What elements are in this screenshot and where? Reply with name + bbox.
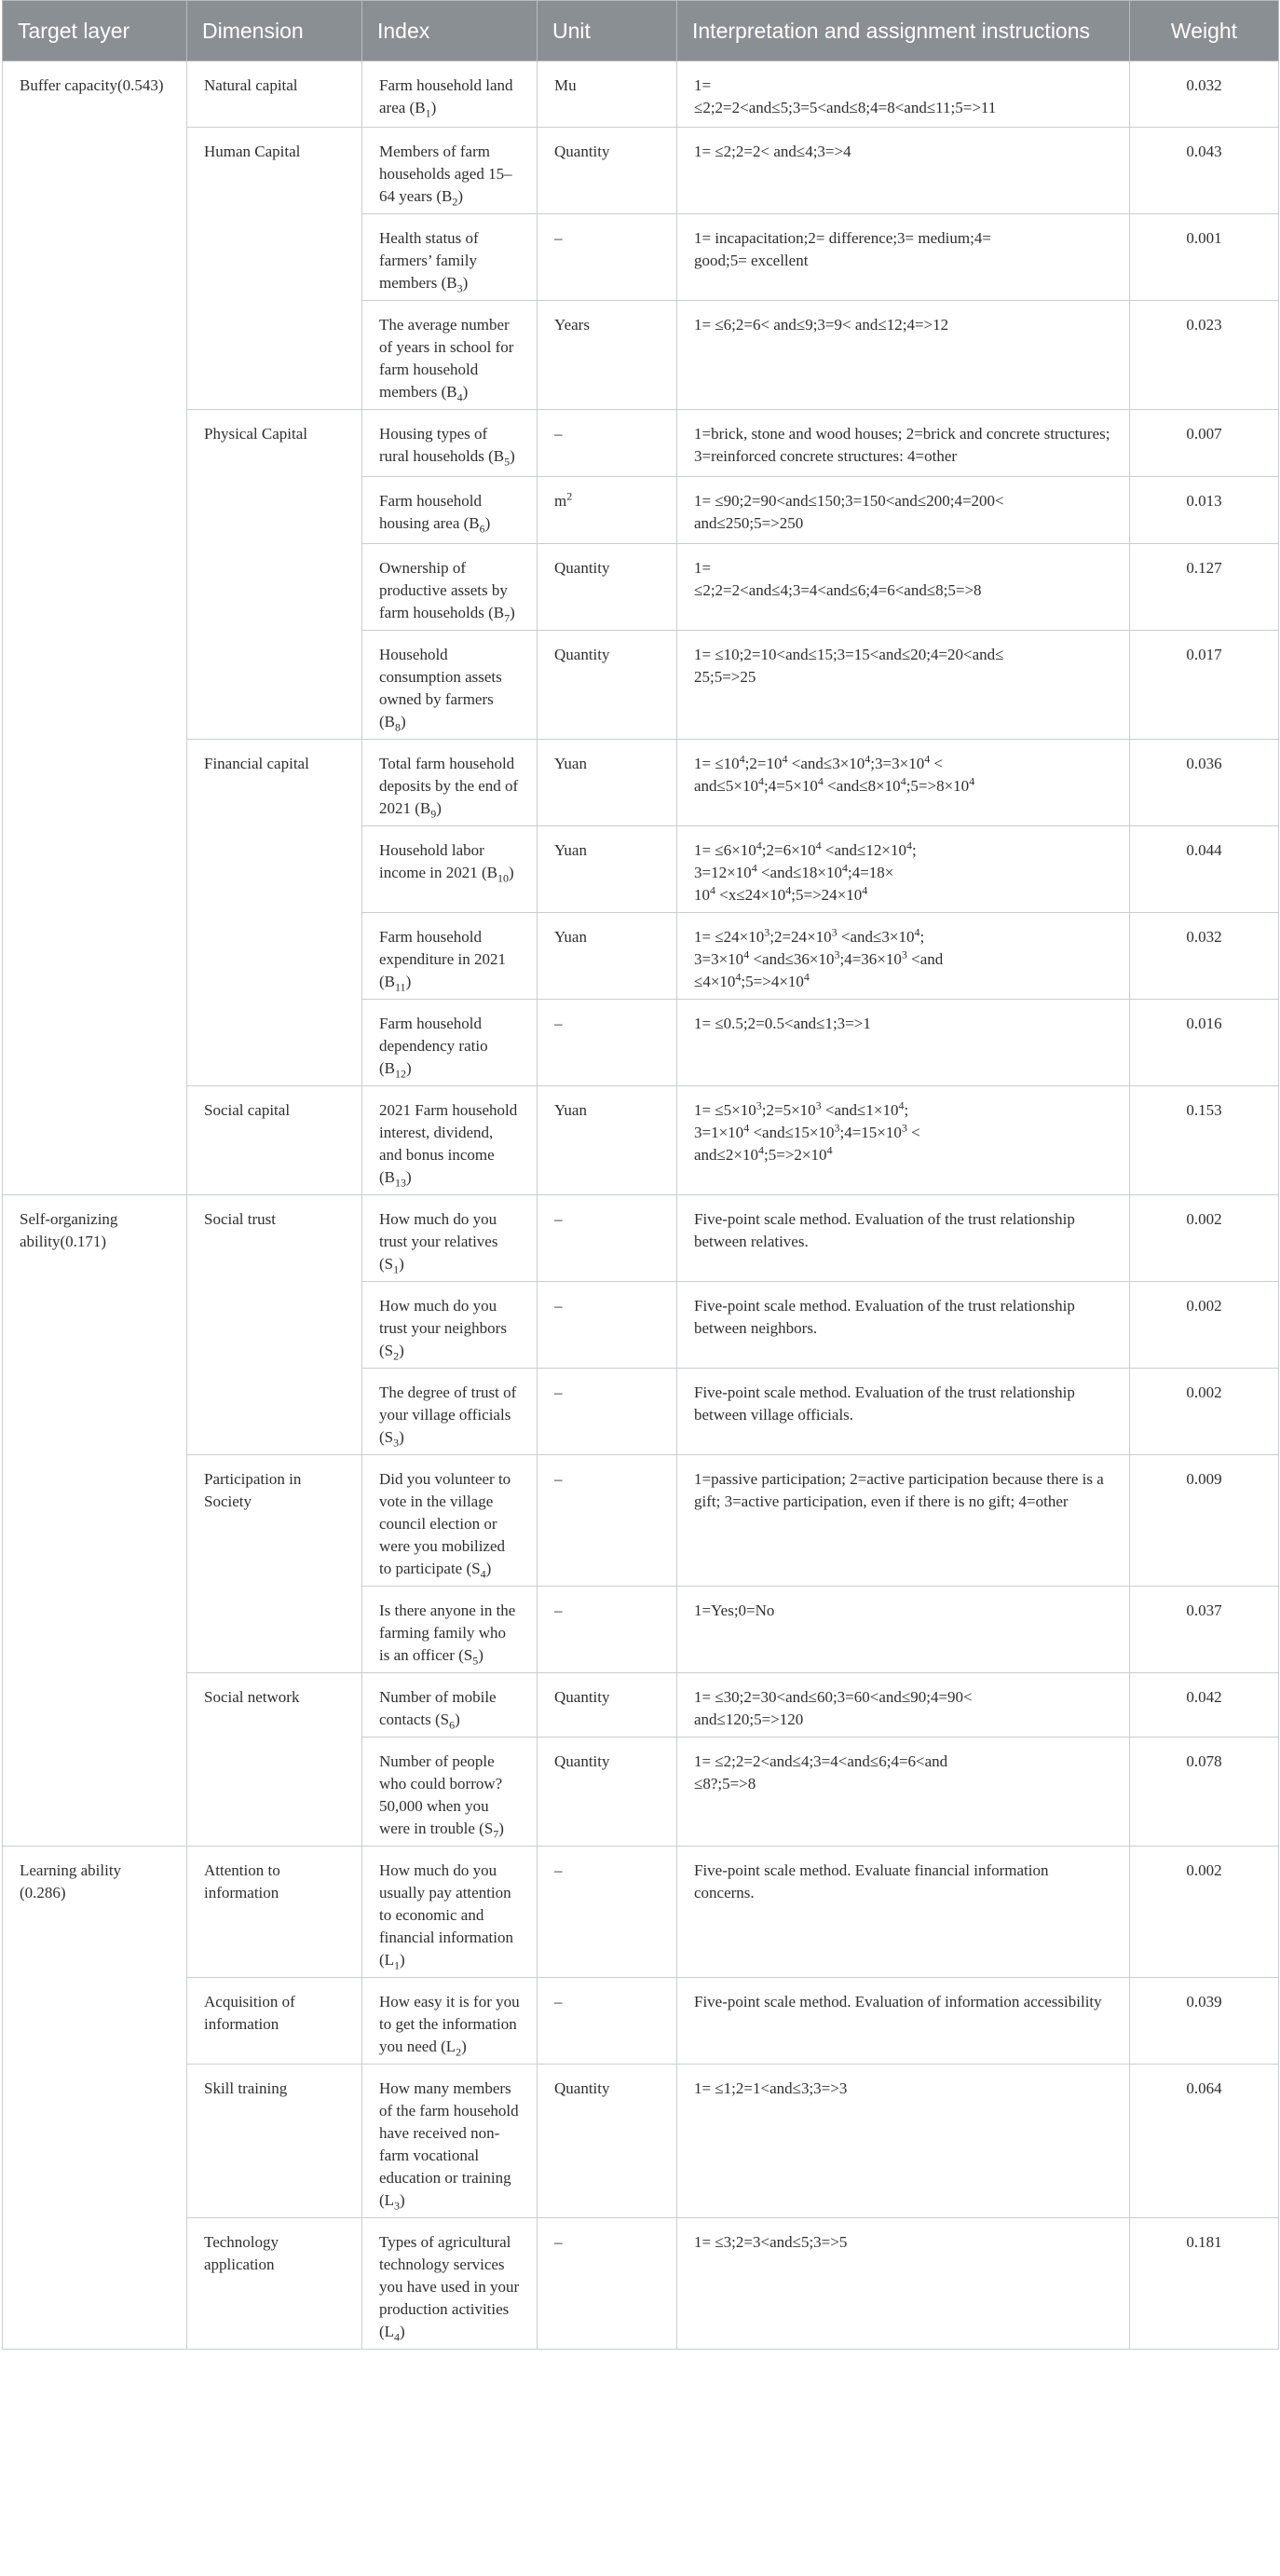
- table-body: [3, 61, 1279, 2350]
- cell-index: Farm household land area $(B_1)$: [362, 61, 538, 128]
- cell-index: Ownership of productive assets by farm households $(B_7)$: [362, 543, 538, 630]
- header-interpretation: Interpretation and assignment instructions: [677, 1, 1130, 61]
- cell-dimension: [187, 825, 362, 912]
- cell-weight: 0.002: [1130, 1281, 1279, 1368]
- cell-interpretation: 1= ≤0.5;2=0.5<and≤1;3=>1: [677, 999, 1130, 1085]
- cell-index: Farm household housing area $(B_6)$: [362, 476, 538, 543]
- cell-interpretation: 1= ≤2;2=2<and≤4;3=4<and≤6;4=6<and≤8;5=>8: [677, 543, 1130, 630]
- table-row: [3, 1085, 1279, 1194]
- cell-unit: –: [538, 1368, 677, 1454]
- cell-target-layer: [3, 213, 187, 300]
- cell-dimension: [187, 300, 362, 409]
- cell-index: Health status of farmers’ family members $(B_3)$: [362, 213, 538, 300]
- cell-interpretation: Five-point scale method. Evaluation of the trust relationship between relatives.: [677, 1194, 1130, 1281]
- cell-target-layer: [3, 825, 187, 912]
- cell-target-layer: [3, 1368, 187, 1454]
- cell-interpretation: $1= \le 5\times 10^3;2=5\times 10^3 <and\le 1\times 10^4$; $3=1\times 10^4$ $<and\le 15\times 10^3;4=15\times 10^3$ < $and\le 2\times 10^4;5=>2\times 10^4$: [677, 1085, 1130, 1194]
- cell-weight: 0.013: [1130, 476, 1279, 543]
- cell-unit: –: [538, 1977, 677, 2064]
- cell-target-layer: [3, 127, 187, 213]
- cell-unit: Years: [538, 300, 677, 409]
- cell-dimension: [187, 543, 362, 630]
- cell-weight: 0.181: [1130, 2217, 1279, 2349]
- cell-dimension: Technology application: [187, 2217, 362, 2349]
- cell-unit: –: [538, 999, 677, 1085]
- cell-weight: 0.044: [1130, 825, 1279, 912]
- cell-target-layer: [3, 2217, 187, 2349]
- cell-interpretation: 1= ≤2;2=2<and≤5;3=5<and≤8;4=8<and≤11;5=>11: [677, 61, 1130, 128]
- cell-target-layer: Learning ability (0.286): [3, 1846, 187, 1977]
- cell-dimension: Social trust: [187, 1194, 362, 1281]
- cell-index: Housing types of rural households $(B_5)$: [362, 409, 538, 476]
- cell-index: How much do you trust your relatives $(S_1)$: [362, 1194, 538, 1281]
- cell-target-layer: [3, 2064, 187, 2217]
- cell-index: How much do you trust your neighbors $(S_2)$: [362, 1281, 538, 1368]
- cell-interpretation: 1= ≤30;2=30<and≤60;3=60<and≤90;4=90< and≤120;5=>120: [677, 1672, 1130, 1737]
- table-row: [3, 127, 1279, 213]
- header-row: [3, 1, 1279, 61]
- cell-dimension: [187, 999, 362, 1085]
- table-row: [3, 213, 1279, 300]
- cell-target-layer: Buffer capacity(0.543): [3, 61, 187, 128]
- cell-unit: Yuan: [538, 912, 677, 999]
- cell-interpretation: Five-point scale method. Evaluate financial information concerns.: [677, 1846, 1130, 1977]
- cell-weight: 0.078: [1130, 1737, 1279, 1846]
- table-row: [3, 300, 1279, 409]
- table-row: [3, 739, 1279, 825]
- cell-index: Members of farm households aged 15–64 years $(B_2)$: [362, 127, 538, 213]
- table-row: [3, 912, 1279, 999]
- cell-interpretation: 1=passive participation; 2=active participation because there is a gift; 3=active participation, even if there is no gift; 4=other: [677, 1454, 1130, 1586]
- cell-target-layer: [3, 1737, 187, 1846]
- cell-interpretation: Five-point scale method. Evaluation of the trust relationship between village officials.: [677, 1368, 1130, 1454]
- cell-weight: 0.001: [1130, 213, 1279, 300]
- header-target-layer: Target layer: [3, 1, 187, 61]
- cell-weight: 0.036: [1130, 739, 1279, 825]
- cell-weight: 0.017: [1130, 630, 1279, 739]
- cell-unit: Quantity: [538, 2064, 677, 2217]
- cell-index: Household consumption assets owned by farmers $(B_8)$: [362, 630, 538, 739]
- cell-unit: Quantity: [538, 127, 677, 213]
- cell-weight: 0.009: [1130, 1454, 1279, 1586]
- cell-interpretation: 1= ≤2;2=2<and≤4;3=4<and≤6;4=6<and ≤8?;5=>8: [677, 1737, 1130, 1846]
- cell-target-layer: Self-organizing ability(0.171): [3, 1194, 187, 1281]
- cell-unit: Yuan: [538, 739, 677, 825]
- table-row: [3, 1281, 1279, 1368]
- cell-target-layer: [3, 1085, 187, 1194]
- table-row: [3, 1846, 1279, 1977]
- cell-weight: 0.037: [1130, 1586, 1279, 1672]
- cell-dimension: [187, 1737, 362, 1846]
- cell-interpretation: Five-point scale method. Evaluation of information accessibility: [677, 1977, 1130, 2064]
- cell-interpretation: 1=Yes;0=No: [677, 1586, 1130, 1672]
- cell-weight: 0.039: [1130, 1977, 1279, 2064]
- table-row: [3, 2064, 1279, 2217]
- cell-unit: Yuan: [538, 825, 677, 912]
- cell-interpretation: 1= ≤1;2=1<and≤3;3=>3: [677, 2064, 1130, 2217]
- table-row: [3, 1672, 1279, 1737]
- cell-unit: Quantity: [538, 630, 677, 739]
- cell-target-layer: [3, 1672, 187, 1737]
- cell-unit: –: [538, 1586, 677, 1672]
- cell-target-layer: [3, 999, 187, 1085]
- cell-weight: 0.032: [1130, 912, 1279, 999]
- cell-weight: 0.007: [1130, 409, 1279, 476]
- cell-target-layer: [3, 300, 187, 409]
- table-row: [3, 2217, 1279, 2349]
- cell-interpretation: 1= ≤10;2=10<and≤15;3=15<and≤20;4=20<and≤ 25;5=>25: [677, 630, 1130, 739]
- cell-interpretation: $1= \le 24\times 10^3;2=24\times 10^3 <and\le 3\times 10^4$; $3=3\times 10^4$ $<and\le 36\times 10^3;4=36\times 10^3 <and$ $\le 4\times 10^4;5=>4\times 10^4$: [677, 912, 1130, 999]
- cell-index: Number of mobile contacts $(S_6)$: [362, 1672, 538, 1737]
- cell-target-layer: [3, 1586, 187, 1672]
- cell-dimension: Skill training: [187, 2064, 362, 2217]
- cell-weight: 0.016: [1130, 999, 1279, 1085]
- cell-dimension: Physical Capital: [187, 409, 362, 476]
- cell-unit: –: [538, 409, 677, 476]
- cell-target-layer: [3, 1454, 187, 1586]
- header-unit: Unit: [538, 1, 677, 61]
- table-row: [3, 1586, 1279, 1672]
- cell-weight: 0.043: [1130, 127, 1279, 213]
- table-row: [3, 1737, 1279, 1846]
- cell-dimension: Natural capital: [187, 61, 362, 128]
- cell-interpretation: $1= \le 6\times 10^4;2=6\times 10^4 <and\le 12\times 10^4$; $3=12\times 10^4$ $<and\le 18\times 10^4;4=18\times$ $10^4$ $<x\le 24\times 10^4;5=>24\times 10^4$: [677, 825, 1130, 912]
- cell-weight: 0.002: [1130, 1846, 1279, 1977]
- cell-dimension: [187, 1281, 362, 1368]
- cell-index: Farm household dependency ratio $(B_{12})$: [362, 999, 538, 1085]
- cell-index: Total farm household deposits by the end of 2021 $(B_9)$: [362, 739, 538, 825]
- indicator-table: [2, 0, 1279, 2350]
- table-row: [3, 476, 1279, 543]
- cell-unit: $m^2$: [538, 476, 677, 543]
- cell-interpretation: 1= incapacitation;2= difference;3= medium;4= good;5= excellent: [677, 213, 1130, 300]
- cell-index: 2021 Farm household interest, dividend, and bonus income $(B_{13})$: [362, 1085, 538, 1194]
- cell-unit: Yuan: [538, 1085, 677, 1194]
- cell-dimension: Financial capital: [187, 739, 362, 825]
- table-row: [3, 1368, 1279, 1454]
- cell-index: How much do you usually pay attention to economic and financial information $(L_1)$: [362, 1846, 538, 1977]
- cell-unit: –: [538, 2217, 677, 2349]
- header-dimension: Dimension: [187, 1, 362, 61]
- cell-index: Is there anyone in the farming family who is an officer $(S_5)$: [362, 1586, 538, 1672]
- cell-dimension: Attention to information: [187, 1846, 362, 1977]
- cell-dimension: [187, 476, 362, 543]
- cell-index: Farm household expenditure in 2021 $(B_{11})$: [362, 912, 538, 999]
- cell-index: The degree of trust of your village officials $(S_3)$: [362, 1368, 538, 1454]
- table-row: [3, 1977, 1279, 2064]
- cell-interpretation: 1= ≤90;2=90<and≤150;3=150<and≤200;4=200< and≤250;5=>250: [677, 476, 1130, 543]
- cell-dimension: [187, 912, 362, 999]
- table-row: [3, 61, 1279, 128]
- header-weight: Weight: [1130, 1, 1279, 61]
- cell-dimension: Acquisition of information: [187, 1977, 362, 2064]
- table-row: [3, 1194, 1279, 1281]
- cell-dimension: Human Capital: [187, 127, 362, 213]
- table-row: [3, 409, 1279, 476]
- cell-interpretation: 1=brick, stone and wood houses; 2=brick and concrete structures; 3=reinforced concrete structures: 4=other: [677, 409, 1130, 476]
- cell-target-layer: [3, 1977, 187, 2064]
- cell-unit: Quantity: [538, 543, 677, 630]
- cell-target-layer: [3, 739, 187, 825]
- cell-index: How easy it is for you to get the information you need $(L_2)$: [362, 1977, 538, 2064]
- cell-weight: 0.032: [1130, 61, 1279, 128]
- cell-index: The average number of years in school for farm household members $(B_4)$: [362, 300, 538, 409]
- cell-target-layer: [3, 630, 187, 739]
- cell-target-layer: [3, 912, 187, 999]
- cell-weight: 0.064: [1130, 2064, 1279, 2217]
- cell-index: Number of people who could borrow?50,000 when you were in trouble $(S_7)$: [362, 1737, 538, 1846]
- cell-interpretation: Five-point scale method. Evaluation of the trust relationship between neighbors.: [677, 1281, 1130, 1368]
- cell-unit: –: [538, 1281, 677, 1368]
- table-row: [3, 999, 1279, 1085]
- cell-dimension: [187, 630, 362, 739]
- cell-target-layer: [3, 543, 187, 630]
- cell-weight: 0.023: [1130, 300, 1279, 409]
- cell-interpretation: 1= ≤2;2=2< and≤4;3=>4: [677, 127, 1130, 213]
- cell-index: Types of agricultural technology services you have used in your production activities $(L_4)$: [362, 2217, 538, 2349]
- cell-index: How many members of the farm household have received non-farm vocational education or training $(L_3)$: [362, 2064, 538, 2217]
- cell-dimension: Participation in Society: [187, 1454, 362, 1586]
- cell-weight: 0.127: [1130, 543, 1279, 630]
- cell-interpretation: 1= ≤3;2=3<and≤5;3=>5: [677, 2217, 1130, 2349]
- cell-dimension: Social network: [187, 1672, 362, 1737]
- cell-dimension: [187, 1368, 362, 1454]
- cell-target-layer: [3, 476, 187, 543]
- cell-weight: 0.002: [1130, 1368, 1279, 1454]
- cell-unit: Mu: [538, 61, 677, 128]
- cell-index: Did you volunteer to vote in the village council election or were you mobilized to participate $(S_4)$: [362, 1454, 538, 1586]
- cell-unit: –: [538, 213, 677, 300]
- table-row: [3, 825, 1279, 912]
- cell-unit: Quantity: [538, 1737, 677, 1846]
- cell-weight: 0.042: [1130, 1672, 1279, 1737]
- cell-interpretation: $1= \le 10^4;2=10^4$ $<and\le 3\times 10^4;3=3\times 10^4$ < $and\le 5\times 10^4;4=5\times 10^4$ $<and\le 8\times 10^4;5=>8\times 10^4$: [677, 739, 1130, 825]
- cell-weight: 0.002: [1130, 1194, 1279, 1281]
- cell-unit: Quantity: [538, 1672, 677, 1737]
- cell-unit: –: [538, 1194, 677, 1281]
- cell-target-layer: [3, 409, 187, 476]
- cell-dimension: Social capital: [187, 1085, 362, 1194]
- cell-target-layer: [3, 1281, 187, 1368]
- table-row: [3, 630, 1279, 739]
- header-index: Index: [362, 1, 538, 61]
- cell-interpretation: 1= ≤6;2=6< and≤9;3=9< and≤12;4=>12: [677, 300, 1130, 409]
- table-row: [3, 1454, 1279, 1586]
- cell-index: Household labor income in 2021 $(B_{10})$: [362, 825, 538, 912]
- cell-dimension: [187, 213, 362, 300]
- cell-unit: –: [538, 1846, 677, 1977]
- cell-dimension: [187, 1586, 362, 1672]
- table-row: [3, 543, 1279, 630]
- cell-unit: –: [538, 1454, 677, 1586]
- cell-weight: 0.153: [1130, 1085, 1279, 1194]
